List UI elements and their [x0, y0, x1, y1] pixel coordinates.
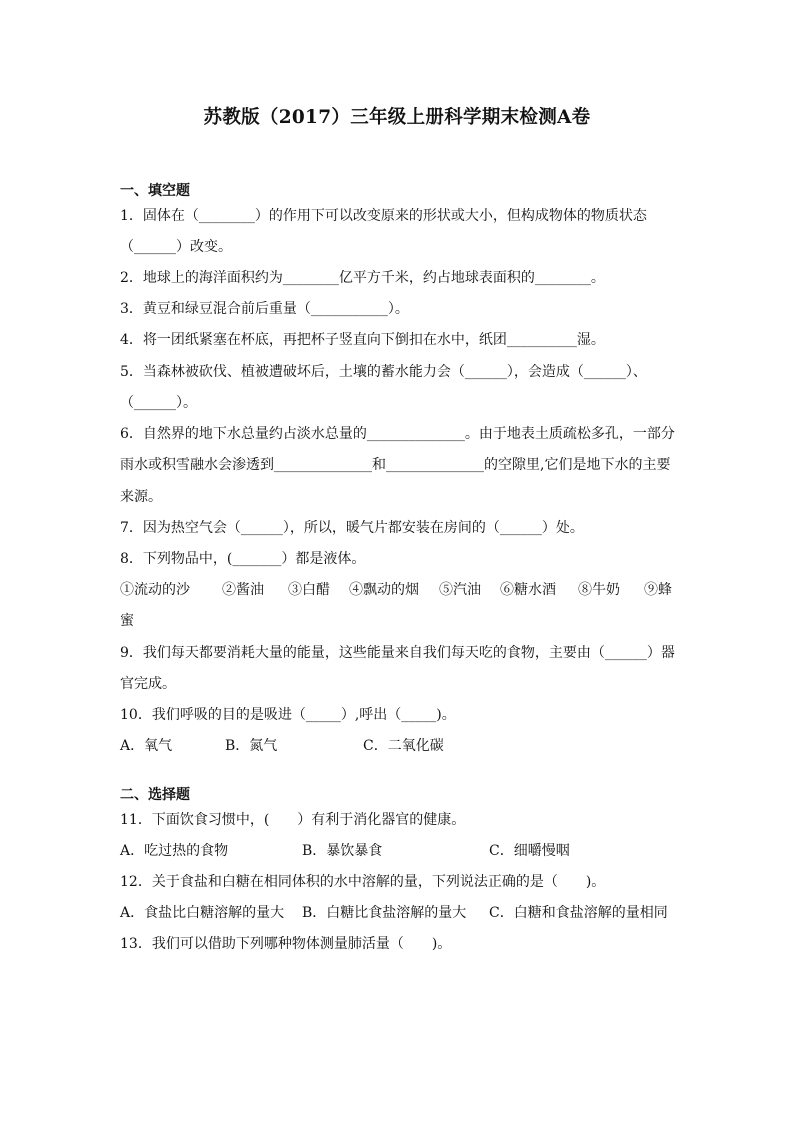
- question-line: 来源。: [120, 489, 162, 505]
- question-line: 9．我们每天都要消耗大量的能量，这些能量来自我们每天吃的食物，主要由（______）器: [120, 645, 675, 661]
- q8-option: ②酱油: [222, 582, 264, 598]
- q8-option: ④飘动的烟: [349, 582, 419, 598]
- q10-option-b: B．氮气: [225, 738, 278, 754]
- q8-option: ⑨蜂: [644, 582, 672, 598]
- question-line: 5．当森林被砍伐、植被遭破坏后，土壤的蓄水能力会（______），会造成（______）、: [120, 364, 647, 380]
- q12-option-a: A．食盐比白糖溶解的量大: [120, 905, 285, 921]
- q8-option: ①流动的沙: [120, 582, 190, 598]
- question-13: 13．我们可以借助下列哪种物体测量肺活量（ )。: [120, 936, 452, 952]
- q10-option-c: C．二氧化碳: [363, 738, 444, 754]
- q8-option: ⑥糖水酒: [500, 582, 556, 598]
- question-line: 1．固体在（________）的作用下可以改变原来的形状或大小，但构成物体的物质状态: [120, 208, 647, 224]
- q11-option-a: A．吃过热的食物: [120, 843, 229, 859]
- question-line: 3．黄豆和绿豆混合前后重量（___________）。: [120, 301, 409, 317]
- question-12: 12．关于食盐和白糖在相同体积的水中溶解的量，下列说法正确的是（ )。: [120, 874, 606, 890]
- question-line: 6．自然界的地下水总量约占淡水总量的______________。由于地表土质疏松多孔，一部分: [120, 426, 675, 442]
- question-line: 2．地球上的海洋面积约为________亿平方千米，约占地球表面积的________。: [120, 270, 605, 286]
- question-line: 4．将一团纸紧塞在杯底，再把杯子竖直向下倒扣在水中，纸团__________湿。: [120, 332, 605, 348]
- q8-option-wrap: 蜜: [120, 613, 134, 629]
- question-line: 官完成。: [120, 676, 176, 692]
- q8-option: ⑧牛奶: [578, 582, 620, 598]
- q8-option: ⑤汽油: [439, 582, 481, 598]
- question-line: （______）改变。: [120, 239, 232, 255]
- question-line: 10．我们呼吸的目的是吸进（_____）,呼出（_____)。: [120, 707, 456, 723]
- question-line: （______）。: [120, 395, 197, 411]
- question-line: 7．因为热空气会（______），所以，暖气片都安装在房间的（______）处。: [120, 520, 584, 536]
- page-title: 苏教版（2017）三年级上册科学期末检测A卷: [203, 107, 591, 128]
- q8-option: ③白醋: [288, 582, 330, 598]
- section-heading-fill-blank: 一、填空题: [120, 183, 190, 199]
- q12-option-c: C．白糖和食盐溶解的量相同: [489, 905, 668, 921]
- q10-option-a: A．氧气: [120, 738, 173, 754]
- section-heading-choice: 二、选择题: [120, 787, 190, 803]
- q11-option-b: B．暴饮暴食: [302, 843, 383, 859]
- question-line: 8．下列物品中，(_______）都是液体。: [120, 551, 366, 567]
- question-line: 雨水或积雪融水会渗透到______________和______________的空隙里,它们是地下水的主要: [120, 457, 671, 473]
- q11-option-c: C．细嚼慢咽: [489, 843, 570, 859]
- q12-option-b: B．白糖比食盐溶解的量大: [302, 905, 467, 921]
- question-11: 11．下面饮食习惯中，( ）有利于消化器官的健康。: [120, 812, 466, 828]
